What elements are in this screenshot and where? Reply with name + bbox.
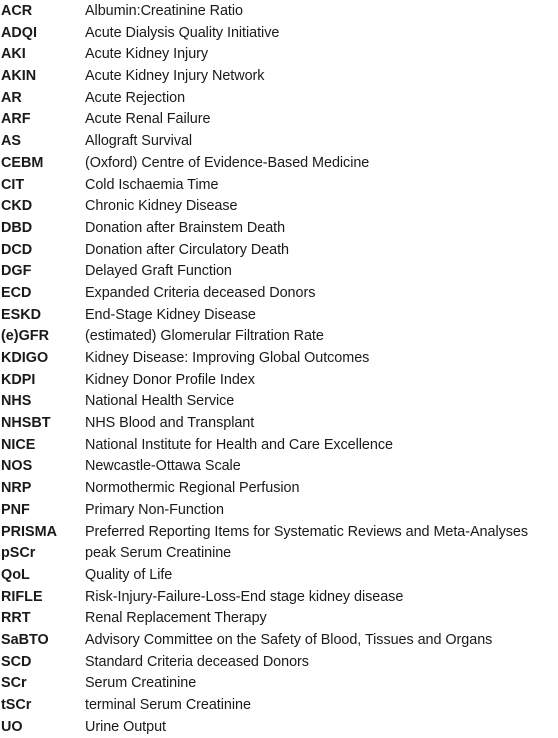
abbreviation-term: KDPI: [1, 371, 36, 388]
abbreviation-definition: Acute Kidney Injury Network: [85, 68, 265, 85]
abbreviation-row: [0, 66, 558, 88]
abbreviation-row: [0, 413, 558, 435]
abbreviation-definition: Renal Replacement Therapy: [85, 610, 267, 627]
abbreviation-row: [0, 435, 558, 457]
abbreviation-definition: (Oxford) Centre of Evidence-Based Medicine: [85, 154, 370, 171]
abbreviation-term: DCD: [1, 241, 33, 258]
abbreviation-definition: Acute Kidney Injury: [85, 46, 209, 63]
abbreviation-definition: Normothermic Regional Perfusion: [85, 480, 300, 497]
abbreviation-term: CIT: [1, 176, 25, 193]
abbreviation-definition: Albumin:Creatinine Ratio: [85, 3, 243, 19]
abbreviation-definition: Allograft Survival: [85, 133, 193, 150]
abbreviation-row: [0, 261, 558, 283]
abbreviation-row: [0, 478, 558, 500]
abbreviation-term: CEBM: [1, 154, 44, 171]
abbreviation-term: NRP: [1, 480, 32, 497]
abbreviation-term: ESKD: [1, 306, 41, 323]
abbreviation-term: UO: [1, 718, 23, 735]
abbreviation-definition: Acute Dialysis Quality Initiative: [85, 24, 280, 41]
abbreviation-row: [0, 240, 558, 262]
abbreviation-definition: Chronic Kidney Disease: [85, 198, 238, 215]
abbreviation-row: [0, 543, 558, 565]
abbreviation-definition: Primary Non-Function: [85, 501, 224, 518]
abbreviation-term: NICE: [1, 436, 36, 453]
abbreviation-row: [0, 131, 558, 153]
abbreviation-row: [0, 153, 558, 175]
abbreviation-row: [0, 1, 558, 23]
abbreviation-term: tSCr: [1, 697, 32, 713]
abbreviation-definition: Donation after Circulatory Death: [85, 241, 289, 258]
abbreviation-definition: Cold Ischaemia Time: [85, 176, 219, 193]
abbreviation-definition: Kidney Donor Profile Index: [85, 371, 255, 388]
abbreviation-row: [0, 283, 558, 305]
abbreviation-row: [0, 652, 558, 674]
abbreviation-row: [0, 500, 558, 522]
abbreviation-definition: Newcastle-Ottawa Scale: [85, 458, 241, 475]
abbreviation-term: AKI: [1, 46, 26, 63]
abbreviation-term: SCD: [1, 653, 32, 670]
abbreviation-term: PRISMA: [1, 523, 57, 540]
abbreviation-term: SCr: [1, 675, 27, 692]
abbreviation-definition: End-Stage Kidney Disease: [85, 306, 256, 323]
abbreviation-term: ADQI: [1, 24, 37, 41]
abbreviation-term: CKD: [1, 198, 33, 215]
abbreviation-row: [0, 717, 558, 738]
abbreviation-row: [0, 630, 558, 652]
abbreviation-term: SaBTO: [1, 631, 49, 648]
abbreviation-term: QoL: [1, 566, 30, 583]
abbreviation-definition: peak Serum Creatinine: [85, 545, 232, 562]
abbreviation-definition: NHS Blood and Transplant: [85, 415, 255, 432]
abbreviation-definition: (estimated) Glomerular Filtration Rate: [85, 328, 324, 345]
abbreviation-definition: Donation after Brainstem Death: [85, 219, 286, 236]
abbreviation-row: [0, 196, 558, 218]
abbreviation-definition: National Health Service: [85, 393, 235, 410]
abbreviation-term: ACR: [1, 3, 33, 19]
abbreviation-definition: Kidney Disease: Improving Global Outcomes: [85, 350, 370, 366]
abbreviation-term: RIFLE: [1, 588, 43, 605]
abbreviation-definition: Urine Output: [85, 718, 166, 735]
abbreviation-term: AR: [1, 89, 22, 106]
abbreviation-definition: Delayed Graft Function: [85, 263, 232, 280]
abbreviation-definition: Serum Creatinine: [85, 675, 197, 692]
abbreviation-term: ARF: [1, 111, 31, 128]
abbreviation-row: [0, 695, 558, 717]
abbreviation-row: [0, 348, 558, 370]
abbreviation-definition: Standard Criteria deceased Donors: [85, 653, 309, 670]
abbreviation-row: [0, 175, 558, 197]
abbreviation-row: [0, 44, 558, 66]
abbreviation-term: PNF: [1, 501, 30, 518]
abbreviation-term: NOS: [1, 458, 33, 475]
abbreviation-definition: National Institute for Health and Care Excellence: [85, 436, 393, 453]
abbreviation-term: NHS: [1, 393, 32, 410]
abbreviation-row: [0, 522, 558, 544]
abbreviation-term: DBD: [1, 219, 33, 236]
abbreviation-row: [0, 370, 558, 392]
abbreviation-term: KDIGO: [1, 350, 49, 366]
abbreviation-row: [0, 218, 558, 240]
abbreviation-row: [0, 326, 558, 348]
abbreviation-row: [0, 565, 558, 587]
abbreviation-definition: terminal Serum Creatinine: [85, 697, 251, 713]
abbreviation-definition: Acute Rejection: [85, 89, 186, 106]
abbreviation-row: [0, 23, 558, 45]
abbreviation-definition: Acute Renal Failure: [85, 111, 211, 128]
abbreviation-definition: Preferred Reporting Items for Systematic Reviews and Meta-Analyses: [85, 523, 528, 540]
abbreviation-definition: Risk-Injury-Failure-Loss-End stage kidney disease: [85, 588, 404, 605]
abbreviation-term: AKIN: [1, 68, 37, 85]
abbreviation-row: [0, 587, 558, 609]
abbreviation-term: NHSBT: [1, 415, 51, 432]
abbreviation-row: [0, 305, 558, 327]
abbreviation-term: (e)GFR: [1, 328, 49, 345]
abbreviation-row: [0, 608, 558, 630]
abbreviation-row: [0, 673, 558, 695]
abbreviation-term: ECD: [1, 284, 32, 301]
abbreviation-term: RRT: [1, 610, 31, 627]
abbreviation-row: [0, 456, 558, 478]
abbreviation-definition: Expanded Criteria deceased Donors: [85, 284, 316, 301]
abbreviation-definition: Quality of Life: [85, 566, 173, 583]
abbreviation-row: [0, 391, 558, 413]
abbreviation-row: [0, 88, 558, 110]
abbreviation-row: [0, 109, 558, 131]
abbreviation-term: pSCr: [1, 545, 36, 562]
abbreviation-definition: Advisory Committee on the Safety of Blood, Tissues and Organs: [85, 631, 493, 648]
abbreviation-term: AS: [1, 133, 21, 150]
abbreviation-term: DGF: [1, 263, 32, 280]
